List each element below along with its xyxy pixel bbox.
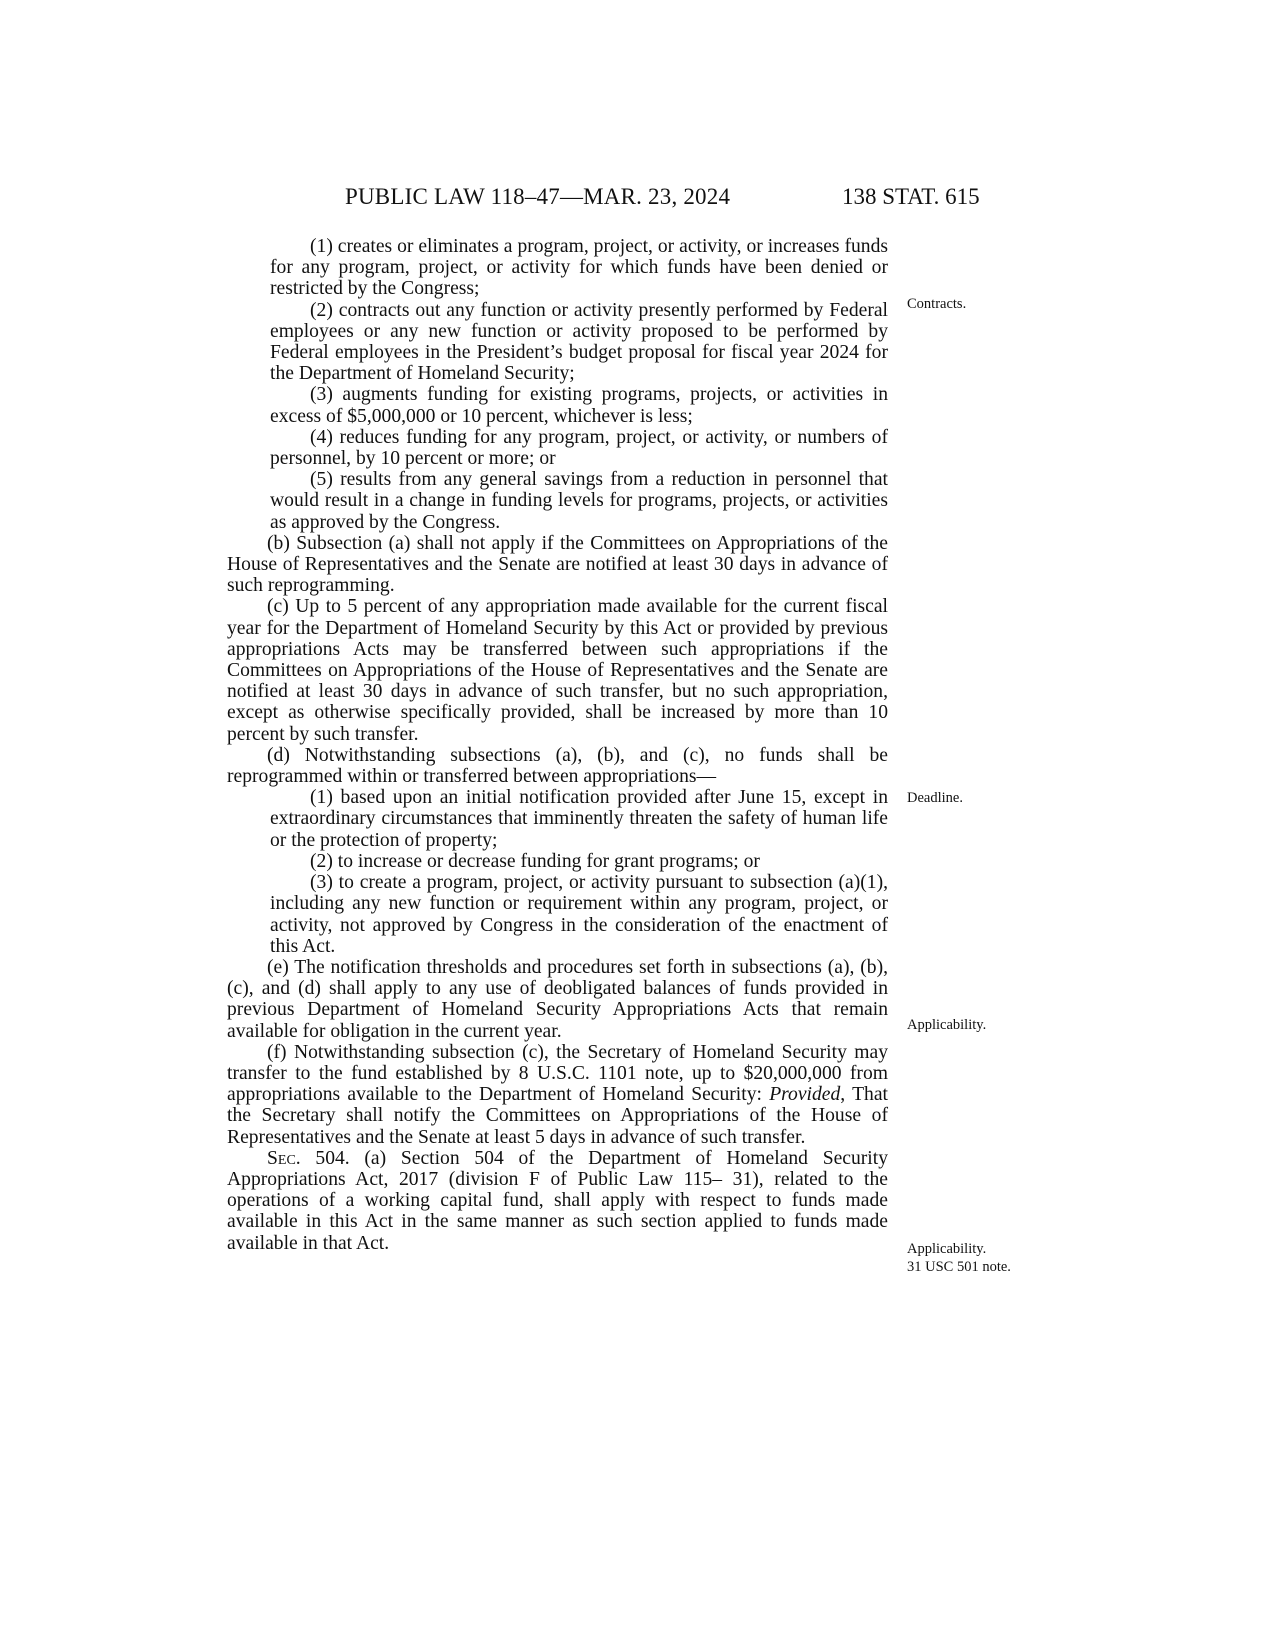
section-504-text: 504. (a) Section 504 of the Department of Homeland Security Appropriations Act, 2017 (division F of Public Law 115– 31), related to the operations of a working capital fund, shall apply with respect to funds made available in this Act in the same manner as such section applied to funds made available in that Act.: [227, 1147, 888, 1254]
margin-note-usc-ref: 31 USC 501 note.: [907, 1259, 1011, 1275]
running-header-title: PUBLIC LAW 118–47—MAR. 23, 2024: [345, 184, 731, 209]
section-504-label: Sec.: [267, 1147, 301, 1169]
paragraph-a1: (1) creates or eliminates a program, project, or activity, or increases funds for any program, project, or activity for which funds have been denied or restricted by the Congress;: [270, 236, 888, 300]
paragraph-f: [227, 1042, 888, 1148]
paragraph-d3: (3) to create a program, project, or activity pursuant to subsection (a)(1), including any new function or requirement within any program, project, or activity, not approved by Congress in the consideration of the enactment of this Act.: [270, 872, 888, 957]
paragraph-d: (d) Notwithstanding subsections (a), (b), and (c), no funds shall be reprogrammed within or transferred between appropriations—: [227, 744, 888, 788]
body-text: [227, 236, 888, 1254]
section-504: [227, 1148, 888, 1254]
running-header-page-ref: 138 STAT. 615: [842, 184, 980, 209]
margin-note-contracts: Contracts.: [907, 296, 967, 312]
margin-note-applicability-e: Applicability.: [907, 1017, 987, 1033]
margin-note-deadline: Deadline.: [907, 790, 963, 806]
paragraph-a5: (5) results from any general savings from a reduction in personnel that would result in a change in funding levels for programs, projects, or activities as approved by the Congress.: [270, 469, 888, 533]
paragraph-a3: (3) augments funding for existing programs, projects, or activities in excess of $5,000,000 or 10 percent, whichever is less;: [270, 384, 888, 427]
paragraph-f-text-end: , That the Secretary shall notify the Committees on Appropriations of the House of Representatives and the Senate at least 5 days in advance of such transfer.: [227, 1084, 888, 1148]
paragraph-d1: (1) based upon an initial notification provided after June 15, except in extraordinary circumstances that imminently threaten the safety of human life or the protection of property;: [270, 787, 888, 851]
margin-note-applicability-504: Applicability.: [907, 1241, 987, 1257]
paragraph-e: (e) The notification thresholds and procedures set forth in subsections (a), (b), (c), and (d) shall apply to any use of deobligated balances of funds provided in previous Department of Homeland Security Appropriations Acts that remain available for obligation in the current year.: [227, 956, 888, 1042]
paragraph-a2: (2) contracts out any function or activity presently performed by Federal employees or any new function or activity proposed to be performed by Federal employees in the President’s budget proposal for fiscal year 2024 for the Department of Homeland Security;: [270, 299, 888, 385]
paragraph-a4: (4) reduces funding for any program, project, or activity, or numbers of personnel, by 10 percent or more; or: [270, 426, 888, 470]
paragraph-f-text: (f) Notwithstanding subsection (c), the Secretary of Homeland Security may transfer to the fund established by 8 U.S.C. 1101 note, up to $20,000,000 from appropriations available to the Department of Homeland Security:: [227, 1041, 888, 1106]
paragraph-d2: (2) to increase or decrease funding for grant programs; or: [310, 850, 760, 872]
paragraph-c: (c) Up to 5 percent of any appropriation made available for the current fiscal year for the Department of Homeland Security by this Act or provided by previous appropriations Acts may be transferred between such appropriations if the Committees on Appropriations of the House of Representatives and the Senate are notified at least 30 days in advance of such transfer, but no such appropriation, except as otherwise specifically provided, shall be increased by more than 10 percent by such transfer.: [227, 596, 888, 745]
paragraph-b: (b) Subsection (a) shall not apply if the Committees on Appropriations of the House of Representatives and the Senate are notified at least 30 days in advance of such reprogramming.: [227, 532, 888, 597]
paragraph-f-provided: Provided: [769, 1084, 841, 1106]
